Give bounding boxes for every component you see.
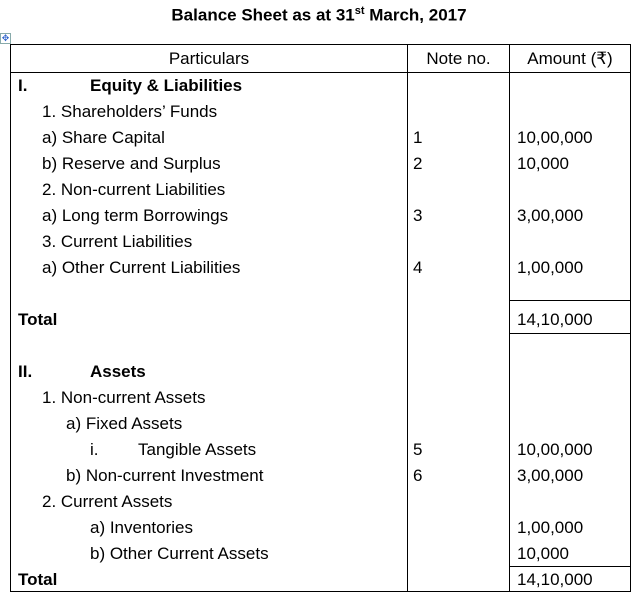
table-row: [11, 515, 630, 541]
total-label: Total: [18, 310, 58, 329]
table-row: [11, 151, 630, 177]
table-row: [11, 203, 630, 229]
table-row: [11, 541, 630, 567]
row-amount: 10,00,000: [517, 440, 593, 459]
row-amount: 3,00,000: [517, 206, 584, 225]
row-label: 1. Non-current Assets: [42, 388, 206, 407]
table-row-total: [11, 307, 630, 333]
header-note-no: Note no.: [426, 49, 491, 68]
table-row: [11, 359, 630, 385]
row-label: b) Non-current Investment: [66, 466, 264, 485]
row-label: b) Reserve and Surplus: [42, 154, 221, 173]
row-label: a) Other Current Liabilities: [42, 258, 241, 277]
row-label: 1. Shareholders’ Funds: [42, 102, 218, 121]
row-amount: 1,00,000: [517, 518, 584, 537]
table-row: [11, 229, 630, 255]
total-amount: 14,10,000: [517, 310, 593, 329]
table-row-blank: [11, 333, 630, 359]
row-subnumber: i.: [90, 440, 99, 459]
table-row-blank: [11, 281, 630, 307]
row-note: 3: [413, 206, 423, 225]
row-label: a) Long term Borrowings: [42, 206, 229, 225]
table-row: [11, 73, 630, 99]
total-amount: 14,10,000: [517, 570, 593, 589]
row-amount: 10,000: [517, 154, 569, 173]
row-amount: 3,00,000: [517, 466, 584, 485]
row-amount: 10,000: [517, 544, 569, 563]
row-note: 1: [413, 128, 423, 147]
table-row-total: [11, 567, 630, 593]
section-heading: Assets: [90, 362, 146, 381]
title-date: March, 2017: [364, 5, 467, 25]
table-row: [11, 177, 630, 203]
row-note: 4: [413, 258, 423, 277]
row-amount: 1,00,000: [517, 258, 584, 277]
table-row: [11, 463, 630, 489]
row-label: 2. Current Assets: [42, 492, 173, 511]
balance-sheet-table: [10, 44, 631, 592]
table-row: [11, 99, 630, 125]
table-row: [11, 489, 630, 515]
row-label: a) Fixed Assets: [66, 414, 183, 433]
table-row: [11, 385, 630, 411]
header-amount: Amount (₹): [527, 49, 613, 68]
row-label: a) Inventories: [90, 518, 193, 537]
section-heading: Equity & Liabilities: [90, 76, 243, 95]
row-amount: 10,00,000: [517, 128, 593, 147]
row-label: b) Other Current Assets: [90, 544, 269, 563]
row-label: 2. Non-current Liabilities: [42, 180, 226, 199]
row-label: 3. Current Liabilities: [42, 232, 193, 251]
row-note: 2: [413, 154, 423, 173]
table-row: [11, 255, 630, 281]
table-row: [11, 411, 630, 437]
table-move-handle-icon[interactable]: ✥: [1, 33, 10, 43]
total-label: Total: [18, 570, 58, 589]
title-text: Balance Sheet as at 31: [171, 5, 355, 25]
row-note: 6: [413, 466, 423, 485]
row-label: a) Share Capital: [42, 128, 165, 147]
row-note: 5: [413, 440, 423, 459]
row-label: Tangible Assets: [138, 440, 257, 459]
page-title: [0, 5, 638, 26]
title-superscript: st: [354, 5, 365, 17]
header-particulars: Particulars: [168, 49, 250, 68]
table-row: [11, 125, 630, 151]
section-number: I.: [18, 76, 28, 95]
table-row: [11, 437, 630, 463]
section-number: II.: [18, 362, 33, 381]
